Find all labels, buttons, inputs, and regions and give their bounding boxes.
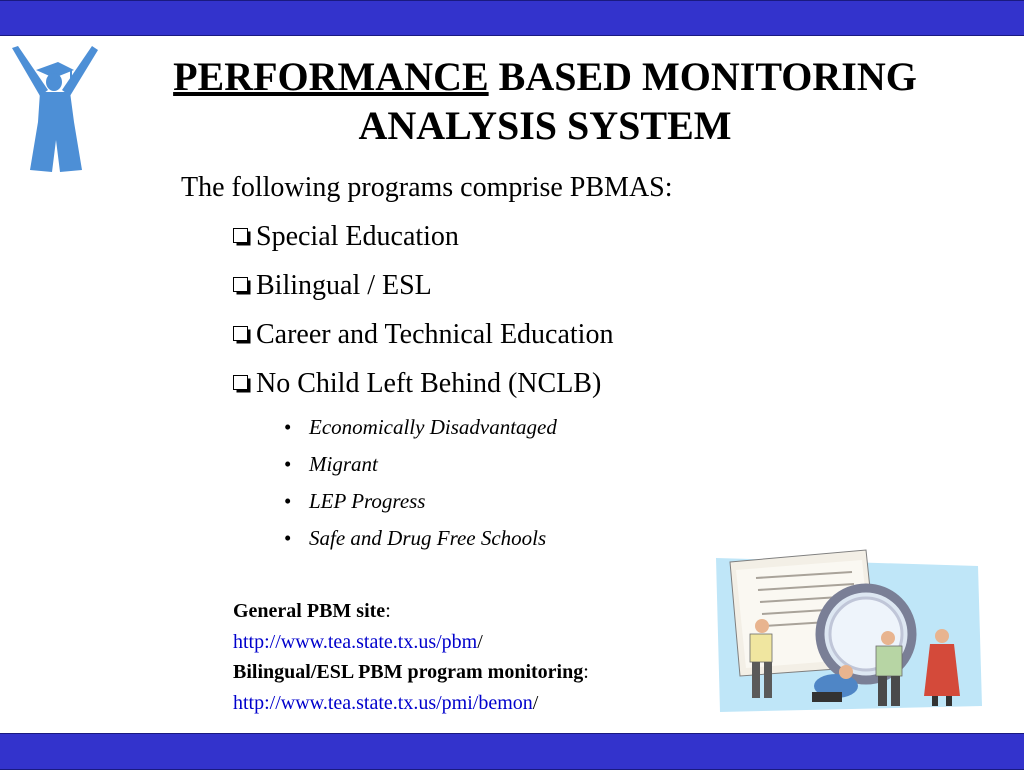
bullet-icon: •: [284, 489, 292, 513]
links-section: [233, 596, 589, 718]
program-item: Special Education: [233, 221, 459, 253]
bilingual-site-line: http://www.tea.state.tx.us/pmi/bemon/: [233, 691, 539, 714]
bilingual-site-heading: Bilingual/ESL PBM program monitoring:: [233, 661, 589, 683]
program-item: Career and Technical Education: [233, 319, 613, 351]
program-item: Bilingual / ESL: [233, 270, 432, 302]
title-line2: ANALYSIS SYSTEM: [358, 103, 732, 148]
checkbox-icon: [233, 326, 248, 341]
magnifier-document-clipart: [716, 546, 982, 714]
title-line1-rest: BASED MONITORING: [488, 54, 917, 99]
general-site-heading: General PBM site:: [233, 600, 391, 622]
checkbox-icon: [233, 228, 248, 243]
top-banner: [0, 0, 1024, 36]
bottom-banner: [0, 733, 1024, 770]
general-site-line: http://www.tea.state.tx.us/pbm/: [233, 630, 483, 653]
nclb-subitem: • LEP Progress: [284, 489, 426, 513]
bullet-icon: •: [284, 415, 292, 439]
bullet-icon: •: [284, 526, 292, 550]
graduate-figure-icon: [8, 42, 100, 176]
title-underlined-word: PERFORMANCE: [173, 54, 489, 99]
nclb-subitem: • Safe and Drug Free Schools: [284, 526, 547, 550]
nclb-subitem: • Economically Disadvantaged: [284, 415, 557, 439]
nclb-subitem: • Migrant: [284, 452, 378, 476]
page-title: [110, 52, 980, 150]
checkbox-icon: [233, 277, 248, 292]
intro-text: The following programs comprise PBMAS:: [181, 172, 673, 203]
general-site-link[interactable]: http://www.tea.state.tx.us/pbm: [233, 630, 478, 653]
bilingual-site-link[interactable]: http://www.tea.state.tx.us/pmi/bemon: [233, 691, 533, 714]
bullet-icon: •: [284, 452, 292, 476]
program-item: No Child Left Behind (NCLB): [233, 368, 601, 400]
checkbox-icon: [233, 375, 248, 390]
